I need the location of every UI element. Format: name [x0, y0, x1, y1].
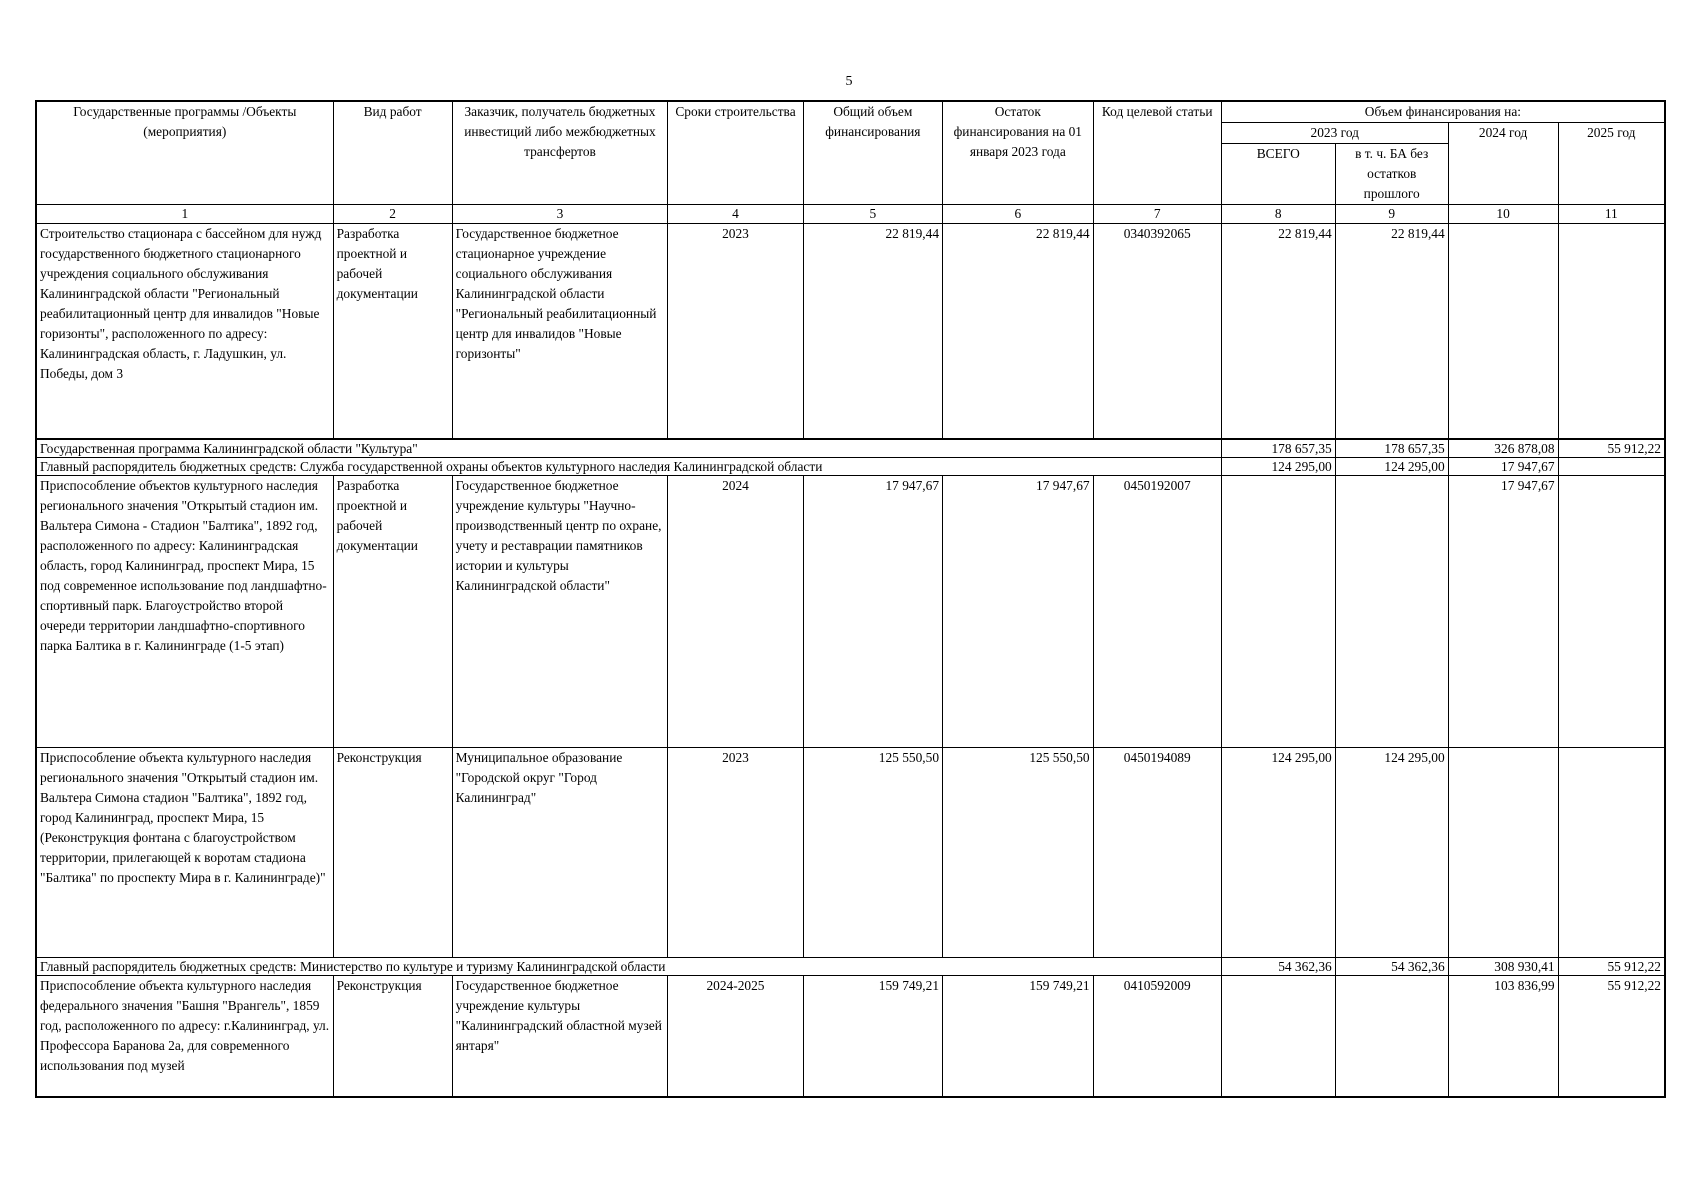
- value-2025: [1558, 224, 1665, 439]
- remainder: 22 819,44: [943, 224, 1094, 439]
- target-code: 0340392065: [1093, 224, 1221, 439]
- remainder: 159 749,21: [943, 975, 1094, 1097]
- customer: Государственное бюджетное учреждение культуры "Научно-производственный центр по охране, учету и реставрации памятников истории и культуры Калининградской области": [452, 475, 668, 747]
- column-number: 2: [333, 205, 452, 224]
- program-2023: 178 657,35: [1221, 439, 1335, 458]
- header-target-code: Код целевой статьи: [1093, 101, 1221, 205]
- header-year-2023: 2023 год: [1221, 123, 1448, 144]
- value-2024: 17 947,67: [1448, 475, 1558, 747]
- construction-term: 2024-2025: [668, 975, 803, 1097]
- header-construction-term: Сроки строительства: [668, 101, 803, 205]
- value-2024: [1448, 747, 1558, 957]
- work-type: Реконструкция: [333, 975, 452, 1097]
- manager-2024: 308 930,41: [1448, 957, 1558, 975]
- header-total-financing: Общий объем финансирования: [803, 101, 942, 205]
- value-2025: [1558, 475, 1665, 747]
- program-2025: 55 912,22: [1558, 439, 1665, 458]
- manager-label: Главный распорядитель бюджетных средств: Министерство по культуре и туризму Калининградской области: [36, 957, 1221, 975]
- construction-term: 2024: [668, 475, 803, 747]
- total-financing: 159 749,21: [803, 975, 942, 1097]
- column-number: 7: [1093, 205, 1221, 224]
- column-number: 11: [1558, 205, 1665, 224]
- table-row: [36, 475, 1665, 747]
- value-2023-ba: 22 819,44: [1335, 224, 1448, 439]
- object-name: Строительство стационара с бассейном для нужд государственного бюджетного стационарного учреждения социального обслуживания Калининградской области "Региональный реабилитационный центр для инвалидов "Новые горизонты", расположенного по адресу: Калининградская область, г. Ладушкин, ул. Победы, дом 3: [36, 224, 333, 439]
- column-number: 1: [36, 205, 333, 224]
- manager-row: [36, 457, 1665, 475]
- column-number: 6: [943, 205, 1094, 224]
- total-financing: 22 819,44: [803, 224, 942, 439]
- manager-2023-ba: 54 362,36: [1335, 957, 1448, 975]
- manager-2023: 54 362,36: [1221, 957, 1335, 975]
- value-2023: 124 295,00: [1221, 747, 1335, 957]
- value-2024: 103 836,99: [1448, 975, 1558, 1097]
- header-programs: Государственные программы /Объекты (мероприятия): [36, 101, 333, 205]
- work-type: Разработка проектной и рабочей документации: [333, 224, 452, 439]
- column-number: 10: [1448, 205, 1558, 224]
- manager-2025: [1558, 457, 1665, 475]
- column-number: 5: [803, 205, 942, 224]
- manager-2025: 55 912,22: [1558, 957, 1665, 975]
- total-financing: 17 947,67: [803, 475, 942, 747]
- work-type: Разработка проектной и рабочей документации: [333, 475, 452, 747]
- program-row: [36, 439, 1665, 458]
- target-code: 0450194089: [1093, 747, 1221, 957]
- manager-2023-ba: 124 295,00: [1335, 457, 1448, 475]
- manager-2023: 124 295,00: [1221, 457, 1335, 475]
- table-row: [36, 975, 1665, 1097]
- construction-term: 2023: [668, 224, 803, 439]
- manager-label: Главный распорядитель бюджетных средств: Служба государственной охраны объектов культурного наследия Калининградской области: [36, 457, 1221, 475]
- manager-2024: 17 947,67: [1448, 457, 1558, 475]
- object-name: Приспособление объектов культурного наследия регионального значения "Открытый стадион им. Вальтера Симона - Стадион "Балтика", 1892 год, расположенного по адресу: Калининградская область, город Калининград, проспект Мира, 15 под современное использование под ландшафтно-спортивный парк. Благоустройство второй очереди территории ландшафтно-спортивного парка Балтика в г. Калининграде (1-5 этап): [36, 475, 333, 747]
- header-row-1: [36, 101, 1665, 123]
- total-financing: 125 550,50: [803, 747, 942, 957]
- value-2025: [1558, 747, 1665, 957]
- manager-row: [36, 957, 1665, 975]
- target-code: 0410592009: [1093, 975, 1221, 1097]
- column-number: 4: [668, 205, 803, 224]
- customer: Государственное бюджетное стационарное учреждение социального обслуживания Калининградской области "Региональный реабилитационный центр для инвалидов "Новые горизонты": [452, 224, 668, 439]
- financing-table: [35, 100, 1666, 1098]
- customer: Муниципальное образование "Городской округ "Город Калининград": [452, 747, 668, 957]
- value-2025: 55 912,22: [1558, 975, 1665, 1097]
- value-2023-ba: 124 295,00: [1335, 747, 1448, 957]
- value-2023: [1221, 475, 1335, 747]
- customer: Государственное бюджетное учреждение культуры "Калининградский областной музей янтаря": [452, 975, 668, 1097]
- object-name: Приспособление объекта культурного наследия федерального значения "Башня "Врангель", 1859 год, расположенного по адресу: г.Калининград, ул. Профессора Баранова 2а, для современного использования под музей: [36, 975, 333, 1097]
- program-2023-ba: 178 657,35: [1335, 439, 1448, 458]
- column-number: 9: [1335, 205, 1448, 224]
- value-2023: 22 819,44: [1221, 224, 1335, 439]
- header-total: ВСЕГО: [1221, 144, 1335, 205]
- page-number: 5: [845, 74, 853, 89]
- program-2024: 326 878,08: [1448, 439, 1558, 458]
- header-funding-group: Объем финансирования на:: [1221, 101, 1665, 123]
- work-type: Реконструкция: [333, 747, 452, 957]
- object-name: Приспособление объекта культурного наследия регионального значения "Открытый стадион им. Вальтера Симона стадион "Балтика", 1892 год, город Калининград, проспект Мира, 15 (Реконструкция фонтана с благоустройством территории, прилегающей к воротам стадиона "Балтика" по проспекту Мира в г. Калининграде)": [36, 747, 333, 957]
- remainder: 17 947,67: [943, 475, 1094, 747]
- value-2023-ba: [1335, 475, 1448, 747]
- header-year-2024: 2024 год: [1448, 123, 1558, 205]
- column-number-row: [36, 205, 1665, 224]
- header-year-2025: 2025 год: [1558, 123, 1665, 205]
- remainder: 125 550,50: [943, 747, 1094, 957]
- column-number: 3: [452, 205, 668, 224]
- header-work-type: Вид работ: [333, 101, 452, 205]
- header-incl-ba: в т. ч. БА без остатков прошлого: [1335, 144, 1448, 205]
- header-customer: Заказчик, получатель бюджетных инвестиций либо межбюджетных трансфертов: [452, 101, 668, 205]
- value-2024: [1448, 224, 1558, 439]
- header-remainder: Остаток финансирования на 01 января 2023 года: [943, 101, 1094, 205]
- construction-term: 2023: [668, 747, 803, 957]
- program-label: Государственная программа Калининградской области "Культура": [36, 439, 1221, 458]
- table-row: [36, 747, 1665, 957]
- table-row: [36, 224, 1665, 439]
- target-code: 0450192007: [1093, 475, 1221, 747]
- value-2023-ba: [1335, 975, 1448, 1097]
- value-2023: [1221, 975, 1335, 1097]
- column-number: 8: [1221, 205, 1335, 224]
